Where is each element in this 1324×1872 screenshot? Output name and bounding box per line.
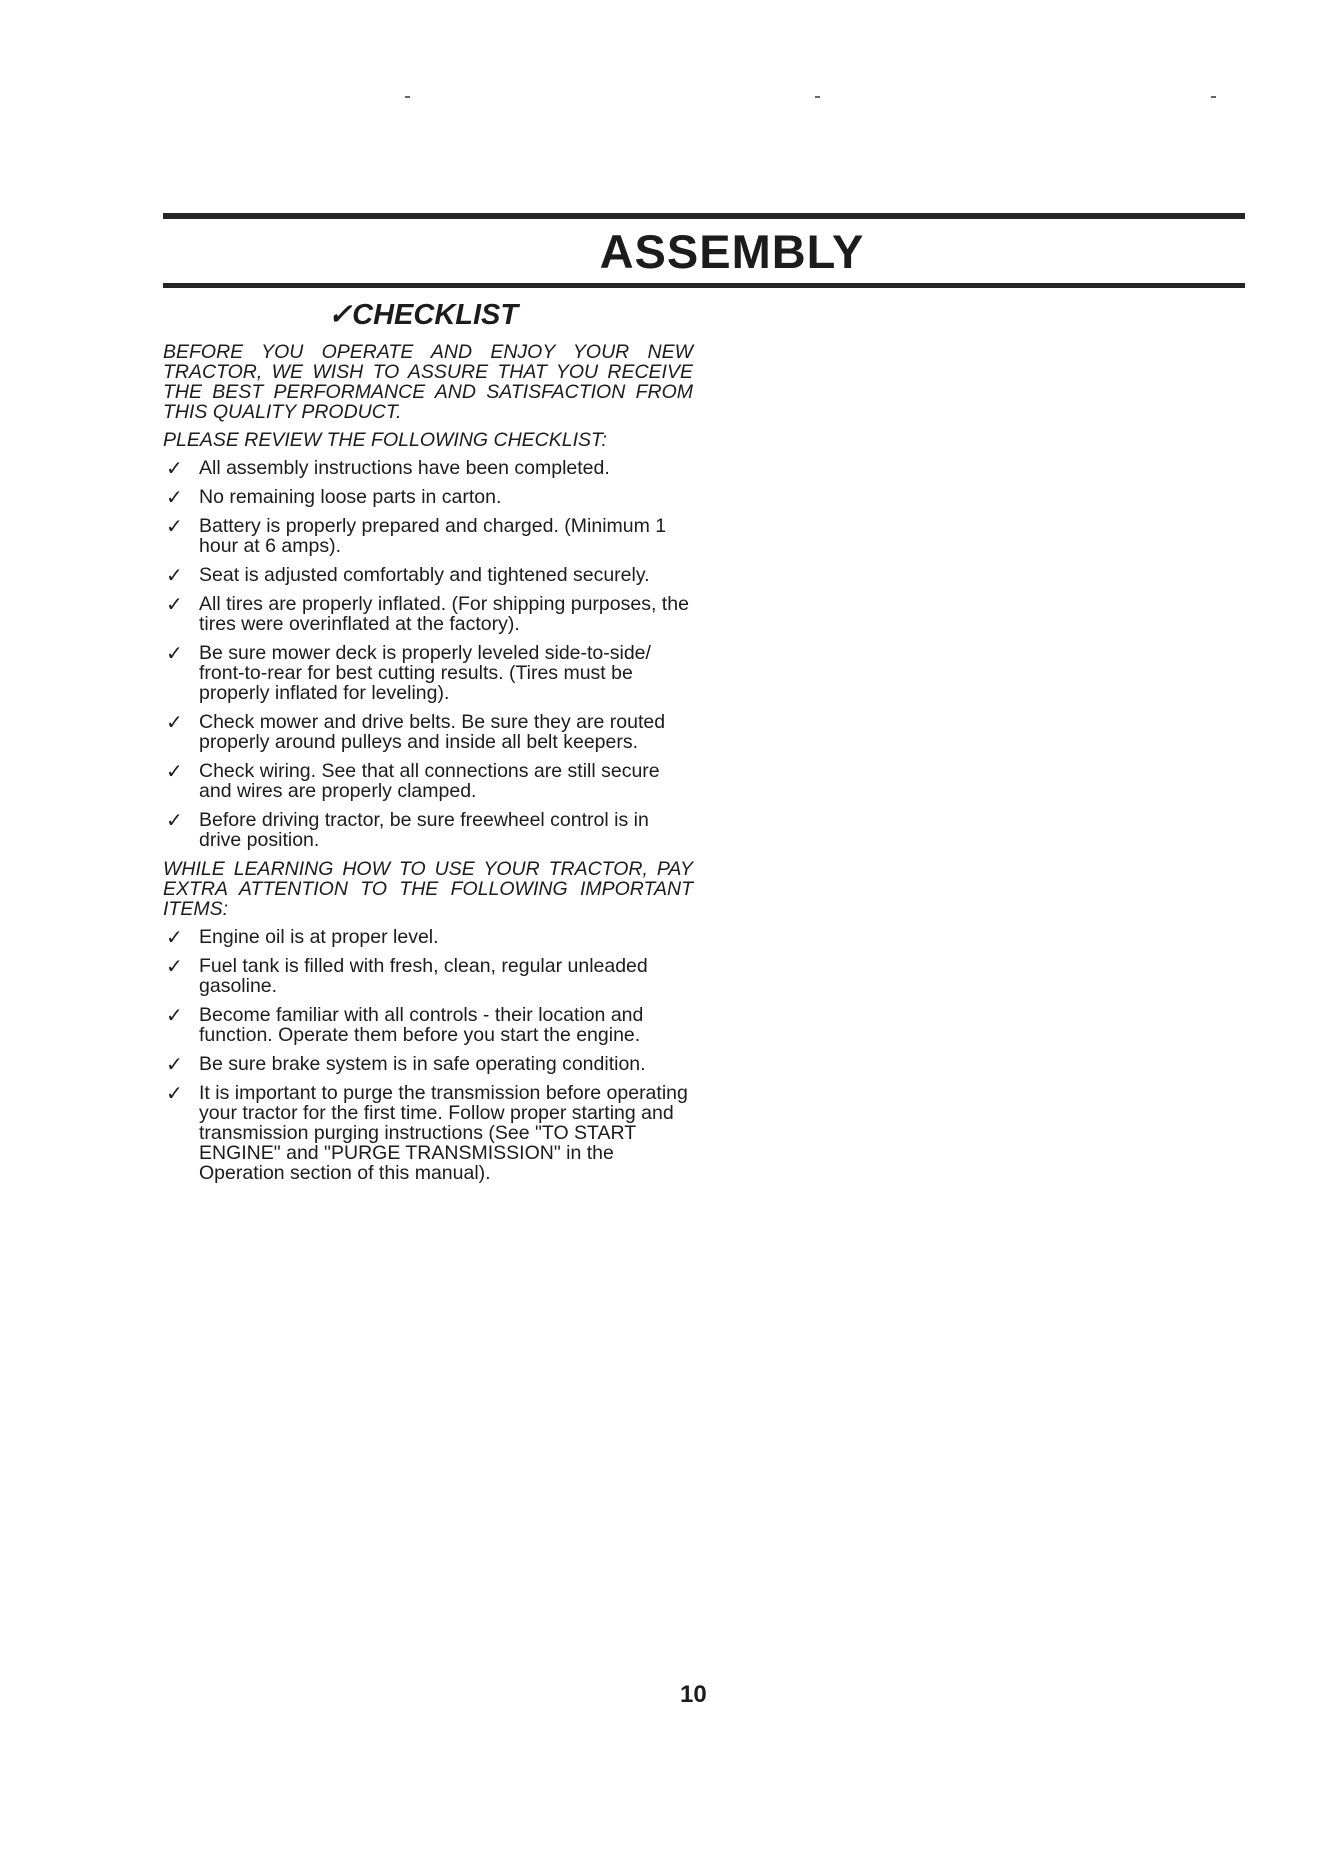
check-mark-icon: ✓: [166, 592, 183, 616]
checklist-item-text: Check mower and drive belts. Be sure they are routed properly around pulleys and inside all belt keepers.: [199, 711, 666, 753]
checklist-item: [163, 643, 693, 703]
check-mark-icon: ✓: [166, 925, 183, 949]
check-mark-icon: ✓: [166, 1081, 183, 1105]
checklist-item-text: All tires are properly inflated. (For shipping purposes, the tires were overinflated at the factory).: [199, 593, 689, 635]
checklist-intro: BEFORE YOU OPERATE AND ENJOY YOUR NEW TRACTOR, WE WISH TO ASSURE THAT YOU RECEIVE THE BEST PERFORMANCE AND SATISFACTION FROM THIS QUALITY PRODUCT.: [163, 341, 693, 423]
check-mark-icon: ✓: [166, 1052, 183, 1076]
check-mark-icon: ✓: [166, 563, 183, 587]
checklist-item: [163, 810, 693, 850]
check-mark-icon: ✓: [166, 808, 183, 832]
checklist-heading: ✓CHECKLIST: [327, 299, 519, 331]
learning-item-text: It is important to purge the transmission before operating your tractor for the first time. Follow proper starting and transmission purging instructions (See "TO START ENGINE" and "PURGE TRANSMISSION" in the Operation section of this manual).: [199, 1082, 688, 1184]
checklist-item-text: Battery is properly prepared and charged. (Minimum 1 hour at 6 amps).: [199, 515, 667, 557]
learning-items: [163, 927, 693, 1183]
checklist-item: [163, 565, 693, 585]
learning-item-text: Engine oil is at proper level.: [199, 926, 439, 948]
checklist-item: [163, 761, 693, 801]
learning-item: [163, 956, 693, 996]
page-number: 10: [680, 1681, 707, 1708]
scan-speck: [405, 96, 410, 98]
checklist-item: [163, 594, 693, 634]
learning-item: [163, 927, 693, 947]
checklist-item-text: Seat is adjusted comfortably and tightened securely.: [199, 564, 650, 586]
checklist-item: [163, 458, 693, 478]
scan-speck: [1211, 96, 1216, 98]
checklist-item: [163, 712, 693, 752]
check-mark-icon: ✓: [166, 710, 183, 734]
checklist-item-text: Before driving tractor, be sure freewheel control is in drive position.: [199, 809, 649, 851]
checklist-column: [163, 298, 693, 1192]
learning-item: [163, 1083, 693, 1183]
learning-item-text: Be sure brake system is in safe operating condition.: [199, 1053, 646, 1075]
scan-speck: [815, 96, 820, 98]
section-title: ASSEMBLY: [599, 225, 865, 278]
checklist-prompt: PLEASE REVIEW THE FOLLOWING CHECKLIST:: [163, 429, 607, 451]
header-rule-top: [163, 213, 1245, 219]
learning-item-text: Become familiar with all controls - their location and function. Operate them before you start the engine.: [199, 1004, 644, 1046]
learning-prompt: WHILE LEARNING HOW TO USE YOUR TRACTOR, PAY EXTRA ATTENTION TO THE FOLLOWING IMPORTANT ITEMS:: [163, 858, 693, 920]
check-mark-icon: ✓: [166, 954, 183, 978]
learning-item: [163, 1005, 693, 1045]
check-mark-icon: ✓: [166, 641, 183, 665]
checklist-item: [163, 487, 693, 507]
checklist-item: [163, 516, 693, 556]
checklist-item-text: Check wiring. See that all connections are still secure and wires are properly clamped.: [199, 760, 660, 802]
header-rule-bottom: [163, 283, 1245, 288]
checklist-items: [163, 458, 693, 850]
check-mark-icon: ✓: [166, 1003, 183, 1027]
learning-item: [163, 1054, 693, 1074]
check-mark-icon: ✓: [166, 759, 183, 783]
checklist-item-text: No remaining loose parts in carton.: [199, 486, 502, 508]
check-mark-icon: ✓: [166, 485, 183, 509]
check-mark-icon: ✓: [166, 456, 183, 480]
check-mark-icon: ✓: [166, 514, 183, 538]
checklist-item-text: Be sure mower deck is properly leveled side-to-side/ front-to-rear for best cutting results. (Tires must be properly inflated for leveling).: [199, 642, 651, 704]
learning-item-text: Fuel tank is filled with fresh, clean, regular unleaded gasoline.: [199, 955, 648, 997]
checklist-item-text: All assembly instructions have been completed.: [199, 457, 610, 479]
